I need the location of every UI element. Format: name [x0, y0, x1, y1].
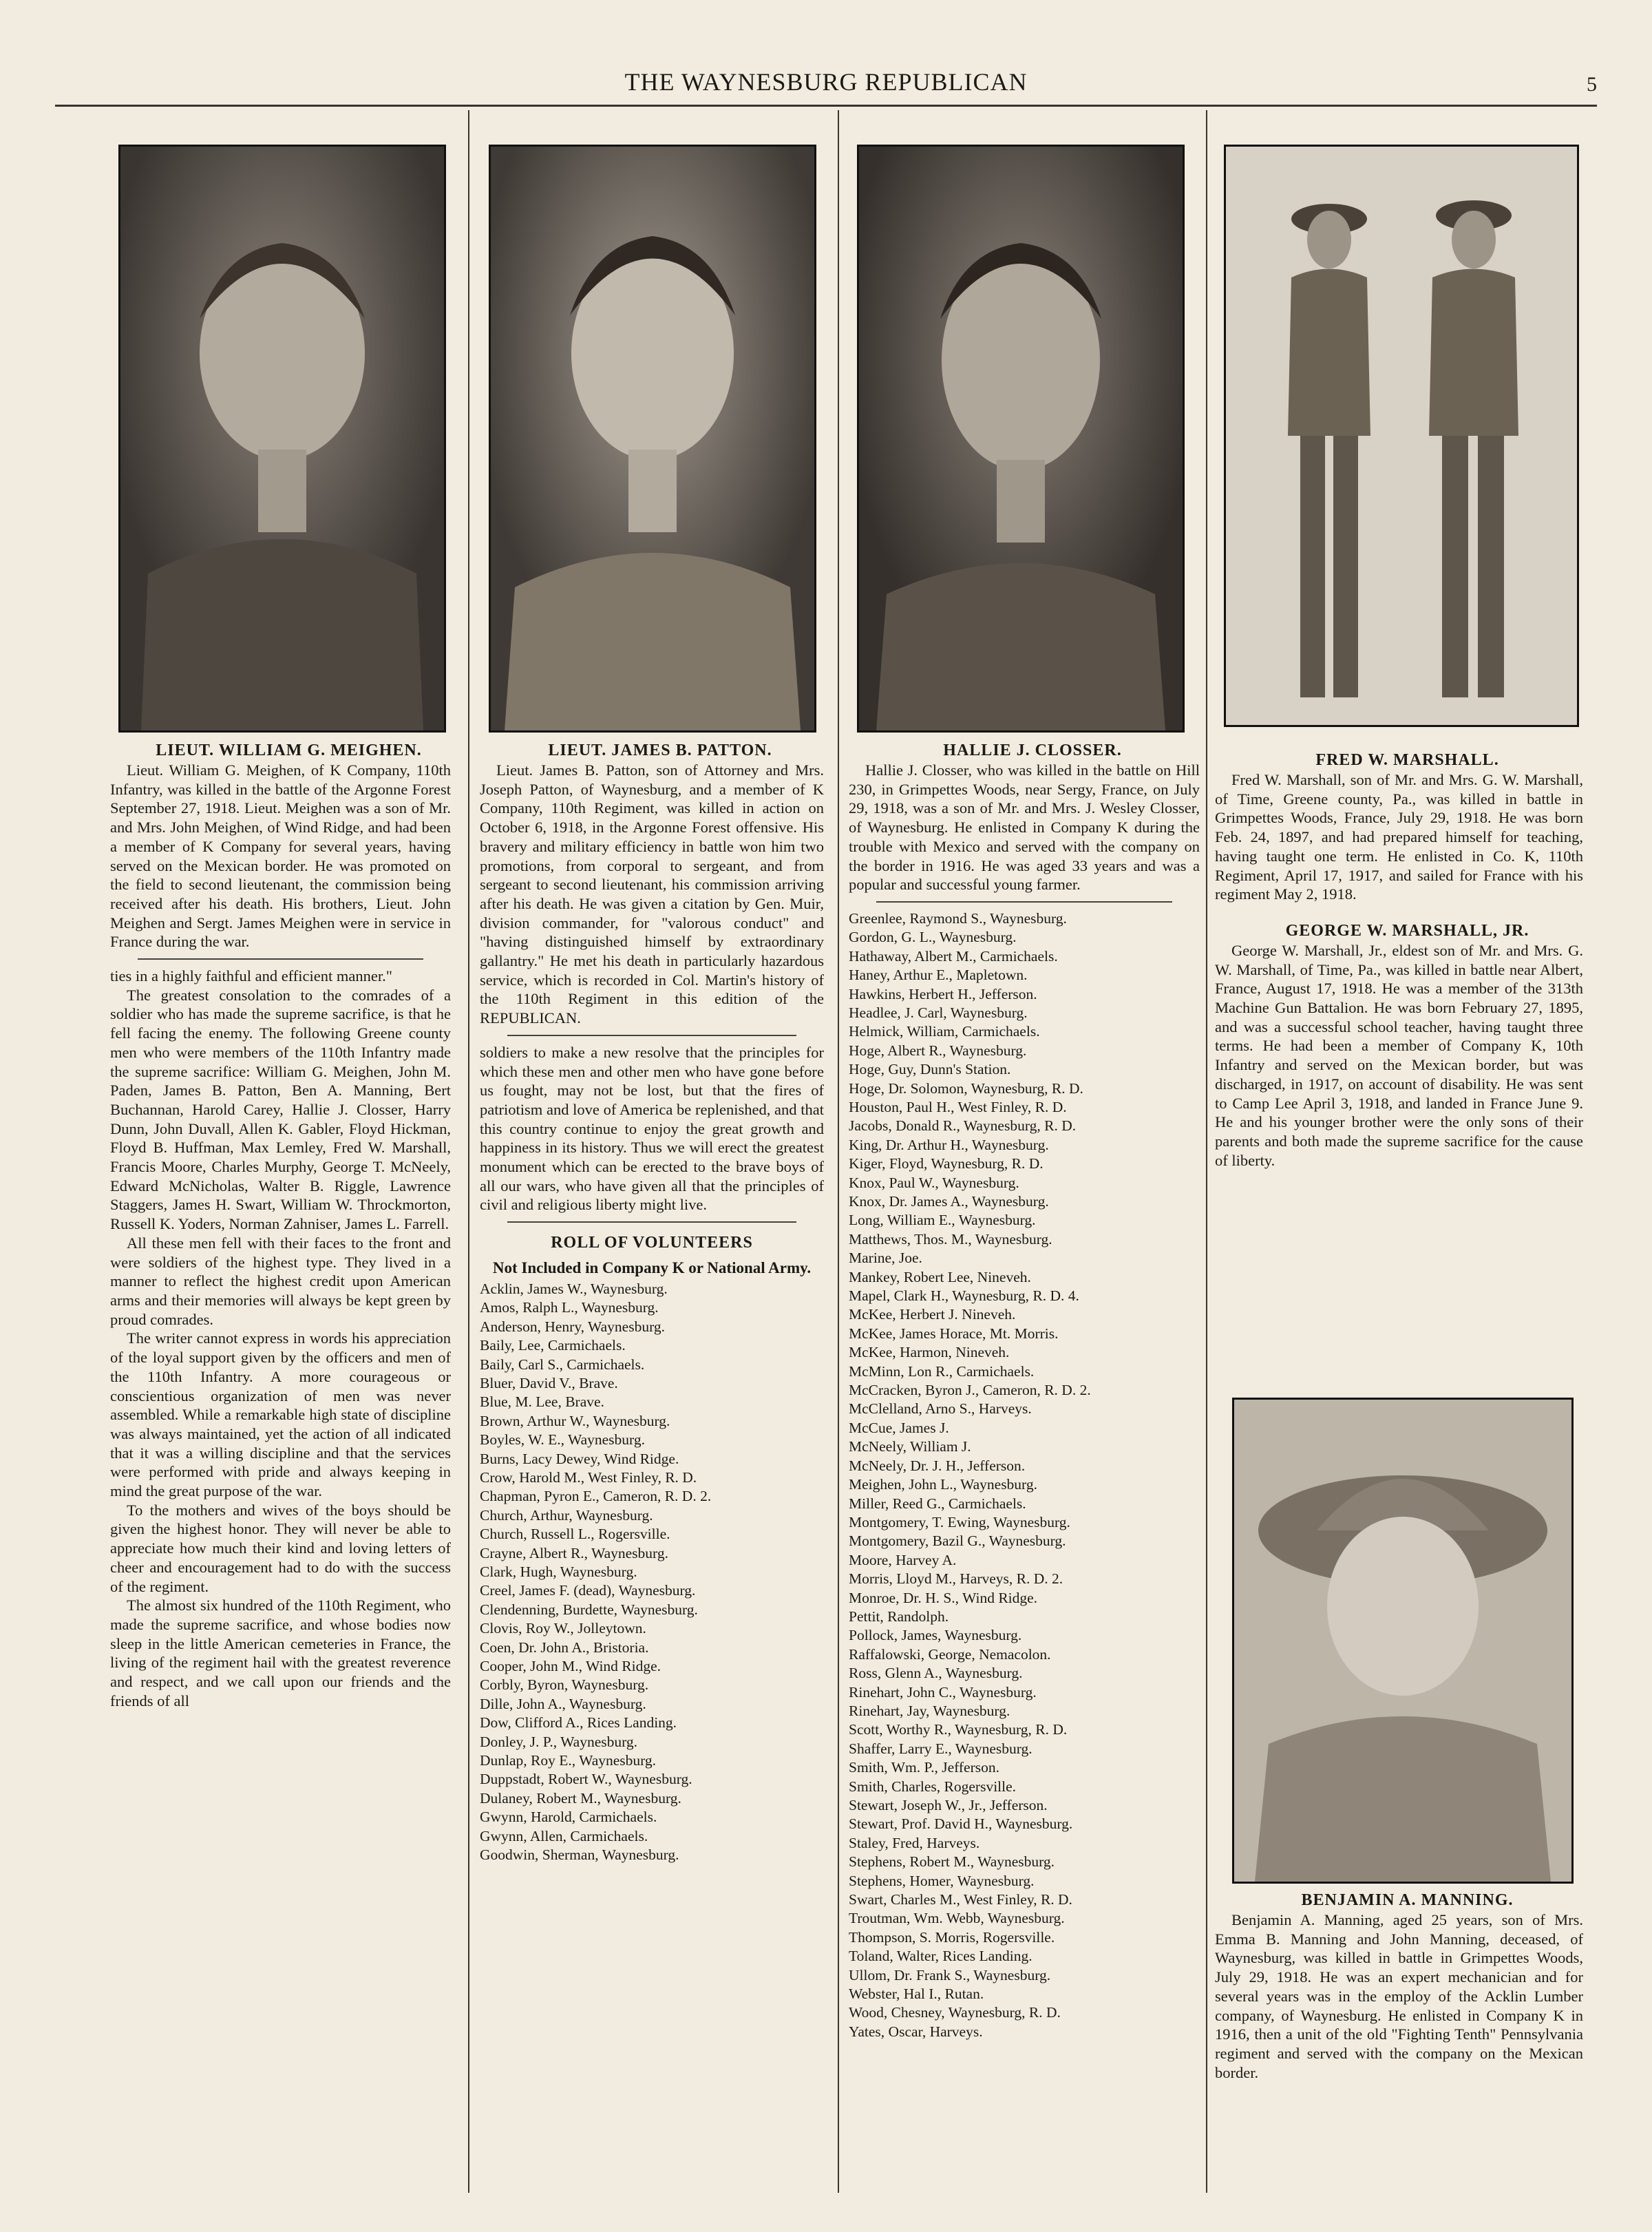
list-item: Church, Russell L., Rogersville.: [480, 1526, 670, 1543]
column-rule: [838, 110, 839, 2193]
portrait-photo-meighen: [118, 145, 446, 733]
bio-george-marshall: George W. Marshall, Jr., eldest son of Mr. and Mrs. G. W. Marshall, of Time, Pa., was killed in battle near Albert, France, August 17, 1918. He was a member of the 313th Machine Gun Battalion. He was born February 27, 1895, and was a successful school teacher, having taught three terms. He had been a member of Company K, 10th Infantry and served on the Mexican border, but was discharged, in 1917, on account of disability. He was sent to Camp Lee April 3, 1918, and landed in France June 9. He and his younger brother were the only sons of their parents and both made the supreme sacrifice for the cause of liberty.: [1215, 941, 1583, 1169]
list-item: Pollock, James, Waynesburg.: [849, 1627, 1022, 1644]
list-item: Greenlee, Raymond S., Waynesburg.: [849, 909, 1067, 927]
list-item: Rinehart, Jay, Waynesburg.: [849, 1702, 1010, 1719]
list-item: Ullom, Dr. Frank S., Waynesburg.: [849, 1966, 1051, 1983]
column-4-bottom: [1215, 1890, 1583, 2193]
list-item: Clendenning, Burdette, Waynesburg.: [480, 1601, 698, 1618]
list-item: Staley, Fred, Harveys.: [849, 1834, 980, 1851]
list-item: Chapman, Pyron E., Cameron, R. D. 2.: [480, 1488, 712, 1505]
list-item: Rinehart, John C., Waynesburg.: [849, 1683, 1037, 1701]
list-item: Long, William E., Waynesburg.: [849, 1212, 1036, 1229]
list-item: Troutman, Wm. Webb, Waynesburg.: [849, 1910, 1065, 1927]
list-item: McNeely, Dr. J. H., Jefferson.: [849, 1457, 1026, 1474]
list-item: Goodwin, Sherman, Waynesburg.: [480, 1846, 679, 1864]
list-item: Crow, Harold M., West Finley, R. D.: [480, 1468, 697, 1486]
volunteer-list: [480, 1280, 824, 1865]
list-item: Yates, Oscar, Harveys.: [849, 2023, 983, 2040]
list-item: Stewart, Joseph W., Jr., Jefferson.: [849, 1797, 1048, 1814]
list-item: McCracken, Byron J., Cameron, R. D. 2.: [849, 1382, 1091, 1399]
article-paragraph: All these men fell with their faces to the front and were soldiers of the highest type. They lived in a manner to reflect the highest credit upon American arms and their memories will always be kept green by proud comrades.: [110, 1234, 451, 1328]
separator: [876, 901, 1172, 903]
bio-closser: Hallie J. Closser, who was killed in the battle on Hill 230, in Grimpettes Woods, near Sergy, France, on July 29, 1918, was a son of Mr. and Mrs. J. Wesley Closser, of Waynesburg. He enlisted in Company K during the trouble with Mexico and served with the company on the border in 1916. He was aged 33 years and was a popular and successful young farmer.: [849, 761, 1200, 894]
roll-subtitle: Not Included in Company K or National Army.: [492, 1259, 812, 1276]
list-item: Miller, Reed G., Carmichaels.: [849, 1495, 1026, 1512]
list-item: Meighen, John L., Waynesburg.: [849, 1476, 1037, 1493]
list-item: Boyles, W. E., Waynesburg.: [480, 1431, 645, 1449]
list-item: Gordon, G. L., Waynesburg.: [849, 929, 1017, 946]
list-item: Ross, Glenn A., Waynesburg.: [849, 1665, 1023, 1682]
list-item: Gwynn, Allen, Carmichaels.: [480, 1827, 648, 1844]
newspaper-title: THE WAYNESBURG REPUBLICAN: [624, 68, 1028, 96]
list-item: Knox, Paul W., Waynesburg.: [849, 1174, 1019, 1191]
list-item: McMinn, Lon R., Carmichaels.: [849, 1362, 1035, 1380]
list-item: Toland, Walter, Rices Landing.: [849, 1948, 1032, 1965]
article-paragraph: To the mothers and wives of the boys should be given the highest honor. They will never be able to appreciate how much their kind and loving letters of cheer and encouragement had to do with the success of the regiment.: [110, 1501, 451, 1595]
volunteer-list: [849, 909, 1200, 2041]
list-item: Hoge, Dr. Solomon, Waynesburg, R. D.: [849, 1080, 1083, 1097]
column-4-top: [1215, 740, 1583, 1377]
list-item: Creel, James F. (dead), Waynesburg.: [480, 1582, 696, 1599]
list-item: Monroe, Dr. H. S., Wind Ridge.: [849, 1589, 1038, 1606]
list-item: Dulaney, Robert M., Waynesburg.: [480, 1789, 681, 1807]
column-1: [110, 740, 451, 2193]
list-item: Shaffer, Larry E., Waynesburg.: [849, 1740, 1032, 1757]
list-item: Matthews, Thos. M., Waynesburg.: [849, 1230, 1052, 1247]
list-item: Helmick, William, Carmichaels.: [849, 1023, 1040, 1040]
list-item: Stewart, Prof. David H., Waynesburg.: [849, 1815, 1073, 1833]
caption-patton: LIEUT. JAMES B. PATTON.: [548, 741, 772, 759]
roll-title: ROLL OF VOLUNTEERS: [551, 1234, 753, 1252]
list-item: Haney, Arthur E., Mapletown.: [849, 967, 1028, 984]
list-item: Scott, Worthy R., Waynesburg, R. D.: [849, 1721, 1068, 1738]
list-item: Brown, Arthur W., Waynesburg.: [480, 1412, 670, 1429]
list-item: Clark, Hugh, Waynesburg.: [480, 1563, 637, 1580]
list-item: Dille, John A., Waynesburg.: [480, 1695, 646, 1712]
portrait-photo-closser: [857, 145, 1185, 733]
list-item: Baily, Carl S., Carmichaels.: [480, 1356, 645, 1373]
list-item: Hoge, Guy, Dunn's Station.: [849, 1061, 1011, 1078]
list-item: Wood, Chesney, Waynesburg, R. D.: [849, 2004, 1061, 2021]
list-item: Hathaway, Albert M., Carmichaels.: [849, 947, 1058, 965]
list-item: Dunlap, Roy E., Waynesburg.: [480, 1752, 657, 1769]
list-item: McNeely, William J.: [849, 1438, 971, 1455]
caption-george-marshall: GEORGE W. MARSHALL, JR.: [1285, 921, 1529, 940]
list-item: Swart, Charles M., West Finley, R. D.: [849, 1891, 1072, 1908]
photo-marshall-brothers: [1224, 145, 1579, 727]
separator: [507, 1221, 796, 1223]
portrait-photo-manning: [1232, 1398, 1574, 1884]
list-item: Houston, Paul H., West Finley, R. D.: [849, 1098, 1067, 1115]
bio-fred-marshall: Fred W. Marshall, son of Mr. and Mrs. G. W. Marshall, of Time, Greene county, Pa., was killed in battle in Grimpettes Woods, France, July 29, 1918. He was born Feb. 24, 1897, and had prepared himself for teaching, having taught one term. He enlisted in Co. K, 110th Regiment, April 17, 1917, and sailed for France with his regiment May 2, 1918.: [1215, 771, 1583, 903]
list-item: Jacobs, Donald R., Waynesburg, R. D.: [849, 1117, 1077, 1135]
list-item: Mapel, Clark H., Waynesburg, R. D. 4.: [849, 1287, 1079, 1305]
list-item: Acklin, James W., Waynesburg.: [480, 1280, 668, 1297]
list-item: McKee, Harmon, Nineveh.: [849, 1344, 1010, 1361]
list-item: Crayne, Albert R., Waynesburg.: [480, 1544, 668, 1561]
list-item: Kiger, Floyd, Waynesburg, R. D.: [849, 1155, 1044, 1172]
list-item: Thompson, S. Morris, Rogersville.: [849, 1928, 1055, 1946]
list-item: Knox, Dr. James A., Waynesburg.: [849, 1193, 1049, 1210]
list-item: Stephens, Robert M., Waynesburg.: [849, 1853, 1055, 1871]
bio-patton: Lieut. James B. Patton, son of Attorney and Mrs. Joseph Patton, of Waynesburg, and a member of K Company, 110th Regiment, was killed in action on October 6, 1918, in the Argonne Forest offensive. His bravery and military efficiency in battle won him two promotions, from corporal to sergeant, and from sergeant to second lieutenant, his commission arriving after his death. He was given a citation by Gen. Muir, division commander, for "valorous conduct" and "having distinguished himself by extraordinary gallantry." He met his death in particularly hazardous service, which is recorded in Col. Martin's history of the 110th Regiment in this edition of the REPUBLICAN.: [480, 761, 824, 1027]
article-paragraph: The almost six hundred of the 110th Regiment, who made the supreme sacrifice, and whose bodies now sleep in the little American cemeteries in France, the living of the regiment hail with the greatest reverence and respect, and we call upon our friends and the friends of all: [110, 1597, 451, 1709]
list-item: McCue, James J.: [849, 1419, 949, 1436]
list-item: Mankey, Robert Lee, Nineveh.: [849, 1268, 1031, 1285]
article-paragraph: ties in a highly faithful and efficient manner.": [110, 967, 392, 985]
list-item: Headlee, J. Carl, Waynesburg.: [849, 1004, 1028, 1021]
list-item: Hoge, Albert R., Waynesburg.: [849, 1042, 1027, 1059]
list-item: Donley, J. P., Waynesburg.: [480, 1733, 637, 1750]
caption-meighen: LIEUT. WILLIAM G. MEIGHEN.: [156, 741, 422, 759]
list-item: Coen, Dr. John A., Bristoria.: [480, 1639, 649, 1656]
list-item: Amos, Ralph L., Waynesburg.: [480, 1299, 659, 1316]
article-paragraph: The greatest consolation to the comrades of a soldier who has made the supreme sacrifice, is that he fell facing the enemy. The following Greene county men who were members of the 110th Infantry made the supreme sacrifice: William G. Meighen, John M. Paden, James B. Patton, Ben A. Manning, Bert Buchannan, Harold Carey, Hallie J. Closser, Harry Dunn, John Duvall, Allen K. Gabler, Floyd Hickman, Floyd B. Huffman, Max Lemley, Fred W. Marshall, Francis Moore, Charles Murphy, George T. McNeely, Edward McNicholas, Walter B. Riggle, Lawrence Staggers, James H. Swart, William W. Throckmorton, Russell K. Yoders, Norman Zahniser, James L. Farrell.: [110, 986, 451, 1233]
article-paragraph: The writer cannot express in words his appreciation of the loyal support given by the officers and men of the 110th Infantry. A more courageous or conscientious organization of men was never assembled. While a remarkable high state of discipline was always maintained, yet the action of all indicated that it was a willing discipline and that the services were performed with pride and always keeping in mind the great purpose of the war.: [110, 1329, 451, 1500]
list-item: Morris, Lloyd M., Harveys, R. D. 2.: [849, 1570, 1063, 1588]
column-rule: [1206, 110, 1207, 2193]
list-item: McClelland, Arno S., Harveys.: [849, 1400, 1032, 1418]
list-item: Bluer, David V., Brave.: [480, 1374, 618, 1391]
bio-manning: Benjamin A. Manning, aged 25 years, son of Mrs. Emma B. Manning and John Manning, deceased, of Waynesburg, was killed in battle in Grimpettes Woods, July 29, 1918. He was an expert mechanician and for several years was in the employ of the Acklin Lumber company, of Waynesburg. He enlisted in Company K in 1916, then a unit of the old "Fighting Tenth" Pennsylvania regiment and served with the company on the Mexican border.: [1215, 1911, 1583, 2081]
column-3: [849, 740, 1200, 2193]
caption-manning: BENJAMIN A. MANNING.: [1301, 1891, 1514, 1909]
list-item: Church, Arthur, Waynesburg.: [480, 1506, 653, 1524]
list-item: Stephens, Homer, Waynesburg.: [849, 1872, 1035, 1889]
caption-fred-marshall: FRED W. MARSHALL.: [1315, 751, 1499, 769]
list-item: Hawkins, Herbert H., Jefferson.: [849, 985, 1037, 1002]
list-item: Montgomery, Bazil G., Waynesburg.: [849, 1533, 1066, 1550]
caption-closser: HALLIE J. CLOSSER.: [943, 741, 1122, 759]
list-item: Montgomery, T. Ewing, Waynesburg.: [849, 1513, 1070, 1530]
list-item: Cooper, John M., Wind Ridge.: [480, 1658, 661, 1674]
list-item: Baily, Lee, Carmichaels.: [480, 1337, 626, 1354]
list-item: King, Dr. Arthur H., Waynesburg.: [849, 1136, 1049, 1153]
list-item: Blue, M. Lee, Brave.: [480, 1393, 604, 1411]
list-item: Smith, Charles, Rogersville.: [849, 1778, 1017, 1795]
list-item: Webster, Hal I., Rutan.: [849, 1986, 984, 2003]
list-item: Corbly, Byron, Waynesburg.: [480, 1676, 649, 1694]
list-item: Gwynn, Harold, Carmichaels.: [480, 1809, 657, 1826]
list-item: Burns, Lacy Dewey, Wind Ridge.: [480, 1450, 679, 1467]
list-item: Duppstadt, Robert W., Waynesburg.: [480, 1771, 692, 1788]
list-item: Anderson, Henry, Waynesburg.: [480, 1318, 665, 1335]
list-item: Clovis, Roy W., Jolleytown.: [480, 1620, 646, 1637]
list-item: Pettit, Randolph.: [849, 1608, 949, 1625]
list-item: Raffalowski, George, Nemacolon.: [849, 1645, 1051, 1663]
separator: [138, 958, 423, 960]
list-item: Smith, Wm. P., Jefferson.: [849, 1759, 999, 1776]
list-item: McKee, James Horace, Mt. Morris.: [849, 1325, 1059, 1342]
portrait-photo-patton: [489, 145, 816, 733]
masthead-bar: [55, 63, 1597, 107]
page-number: 5: [1587, 73, 1597, 96]
list-item: Dow, Clifford A., Rices Landing.: [480, 1714, 677, 1731]
article-paragraph: soldiers to make a new resolve that the principles for which these men and other men who have gone before us fought, may not be lost, but that the fires of patriotism and love of America be replenished, and that this country continue to enjoy the great growth and happiness in its history. Thus we will erect the greatest monument which can be erected to the brave boys of all our wars, who have given all that the principles of civil and religious liberty might live.: [480, 1043, 824, 1214]
column-rule: [468, 110, 469, 2193]
list-item: Marine, Joe.: [849, 1250, 922, 1267]
column-2: [480, 740, 824, 2193]
list-item: Moore, Harvey A.: [849, 1551, 957, 1568]
separator: [507, 1035, 796, 1036]
bio-meighen: Lieut. William G. Meighen, of K Company, 110th Infantry, was killed in the battle of the Argonne Forest September 27, 1918. Lieut. Meighen was a son of Mr. and Mrs. John Meighen, of Wind Ridge, and had been a member of K Company for several years, having served on the Mexican border. He was promoted on the field to second lieutenant, the commission being received after his death. His brothers, Lieut. John Meighen and Sergt. James Meighen were in service in France during the war.: [110, 761, 451, 951]
list-item: McKee, Herbert J. Nineveh.: [849, 1306, 1016, 1323]
